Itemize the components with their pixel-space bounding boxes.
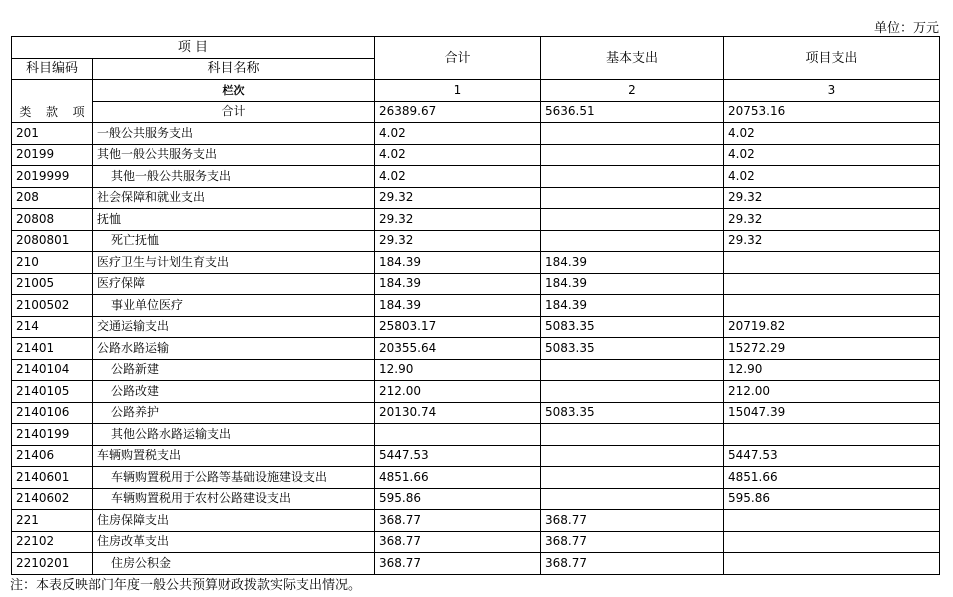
total-cell: 184.39 [375,295,541,317]
subject-name: 公路养护 [93,402,375,424]
subject-code: 214 [12,316,93,338]
table-row [12,316,940,338]
col-basic-header: 基本支出 [541,37,724,80]
basic-cell [541,187,724,209]
col-idx-3: 3 [724,80,940,102]
total-cell: 12.90 [375,359,541,381]
sum-label: 合计 [93,101,375,123]
lei-kuan-xiang-cell [12,80,93,123]
table-row [12,187,940,209]
subject-name: 公路水路运输 [93,338,375,360]
header-row-1 [12,37,940,59]
subject-name: 车辆购置税支出 [93,445,375,467]
subject-name: 抚恤 [93,209,375,231]
table-row [12,123,940,145]
total-cell: 368.77 [375,510,541,532]
project-cell [724,531,940,553]
project-cell [724,295,940,317]
table-row [12,445,940,467]
table-row [12,209,940,231]
project-cell: 29.32 [724,187,940,209]
table-row [12,488,940,510]
total-cell: 4851.66 [375,467,541,489]
total-cell: 5447.53 [375,445,541,467]
subject-code: 20199 [12,144,93,166]
subject-name: 一般公共服务支出 [93,123,375,145]
table-row [12,338,940,360]
table-row [12,402,940,424]
table-row [12,467,940,489]
sum-total: 26389.67 [375,101,541,123]
sum-project: 20753.16 [724,101,940,123]
row-label: 栏次 [93,80,375,102]
table-row [12,230,940,252]
basic-cell [541,445,724,467]
footnote: 注：本表反映部门年度一般公共预算财政拨款实际支出情况。 [10,578,362,593]
subject-name: 其他一般公共服务支出 [93,166,375,188]
subject-name: 事业单位医疗 [93,295,375,317]
table-row [12,381,940,403]
subject-code: 2140104 [12,359,93,381]
xiang-label: 项 [72,105,85,119]
total-cell: 20130.74 [375,402,541,424]
subject-code: 20808 [12,209,93,231]
table-row [12,166,940,188]
basic-cell: 5083.35 [541,402,724,424]
total-cell: 20355.64 [375,338,541,360]
basic-cell [541,209,724,231]
total-cell: 184.39 [375,252,541,274]
project-cell: 15272.29 [724,338,940,360]
col-project-header: 项目支出 [724,37,940,80]
basic-cell: 368.77 [541,553,724,575]
total-cell: 4.02 [375,144,541,166]
basic-cell [541,359,724,381]
basic-cell [541,488,724,510]
project-cell: 4.02 [724,166,940,188]
subject-name: 社会保障和就业支出 [93,187,375,209]
table-row [12,359,940,381]
project-cell: 29.32 [724,230,940,252]
col-total-header: 合计 [375,37,541,80]
subject-name: 公路改建 [93,381,375,403]
total-cell: 184.39 [375,273,541,295]
project-cell: 4851.66 [724,467,940,489]
subject-code: 2140106 [12,402,93,424]
subject-name: 车辆购置税用于农村公路建设支出 [93,488,375,510]
subject-name: 其他一般公共服务支出 [93,144,375,166]
basic-cell [541,381,724,403]
project-cell: 4.02 [724,123,940,145]
table-row [12,252,940,274]
subject-code: 21406 [12,445,93,467]
project-cell: 20719.82 [724,316,940,338]
lei-label: 类 [19,105,32,119]
total-cell: 4.02 [375,123,541,145]
subject-name: 公路新建 [93,359,375,381]
subject-name: 车辆购置税用于公路等基础设施建设支出 [93,467,375,489]
basic-cell [541,424,724,446]
basic-cell [541,166,724,188]
item-title: 项 目 [12,37,375,59]
subject-code: 2140601 [12,467,93,489]
basic-cell [541,123,724,145]
subject-name: 住房保障支出 [93,510,375,532]
total-cell: 29.32 [375,187,541,209]
subject-name: 死亡抚恤 [93,230,375,252]
header-row-3 [12,80,940,102]
subject-code: 2140602 [12,488,93,510]
expenditure-table [11,36,940,575]
code-title: 科目编码 [12,58,93,80]
subject-name: 医疗卫生与计划生育支出 [93,252,375,274]
project-cell [724,510,940,532]
sum-row [12,101,940,123]
project-cell: 15047.39 [724,402,940,424]
basic-cell [541,144,724,166]
table-row [12,424,940,446]
sum-basic: 5636.51 [541,101,724,123]
subject-code: 22102 [12,531,93,553]
kuan-label: 款 [45,105,58,119]
total-cell: 212.00 [375,381,541,403]
total-cell: 368.77 [375,553,541,575]
subject-name: 住房公积金 [93,553,375,575]
basic-cell: 368.77 [541,531,724,553]
subject-code: 208 [12,187,93,209]
table-row [12,295,940,317]
basic-cell: 5083.35 [541,338,724,360]
name-title: 科目名称 [93,58,375,80]
basic-cell [541,230,724,252]
subject-code: 210 [12,252,93,274]
project-cell: 5447.53 [724,445,940,467]
subject-name: 交通运输支出 [93,316,375,338]
table-row [12,531,940,553]
project-cell [724,424,940,446]
subject-code: 2140199 [12,424,93,446]
subject-code: 201 [12,123,93,145]
project-cell [724,273,940,295]
basic-cell: 5083.35 [541,316,724,338]
total-cell: 595.86 [375,488,541,510]
basic-cell: 184.39 [541,295,724,317]
subject-code: 21401 [12,338,93,360]
col-idx-1: 1 [375,80,541,102]
basic-cell: 368.77 [541,510,724,532]
subject-code: 2080801 [12,230,93,252]
total-cell: 29.32 [375,209,541,231]
project-cell: 595.86 [724,488,940,510]
subject-code: 2140105 [12,381,93,403]
project-cell [724,553,940,575]
table-row [12,510,940,532]
basic-cell: 184.39 [541,252,724,274]
total-cell: 25803.17 [375,316,541,338]
col-idx-2: 2 [541,80,724,102]
subject-name: 住房改革支出 [93,531,375,553]
project-cell: 29.32 [724,209,940,231]
subject-code: 221 [12,510,93,532]
subject-code: 21005 [12,273,93,295]
subject-code: 2100502 [12,295,93,317]
project-cell: 4.02 [724,144,940,166]
total-cell: 4.02 [375,166,541,188]
basic-cell [541,467,724,489]
total-cell: 29.32 [375,230,541,252]
basic-cell: 184.39 [541,273,724,295]
project-cell [724,252,940,274]
table-row [12,553,940,575]
project-cell: 12.90 [724,359,940,381]
project-cell: 212.00 [724,381,940,403]
subject-code: 2210201 [12,553,93,575]
subject-name: 医疗保障 [93,273,375,295]
table-row [12,144,940,166]
unit-label: 单位：万元 [873,21,939,36]
table-row [12,273,940,295]
total-cell: 368.77 [375,531,541,553]
total-cell [375,424,541,446]
subject-code: 2019999 [12,166,93,188]
subject-name: 其他公路水路运输支出 [93,424,375,446]
